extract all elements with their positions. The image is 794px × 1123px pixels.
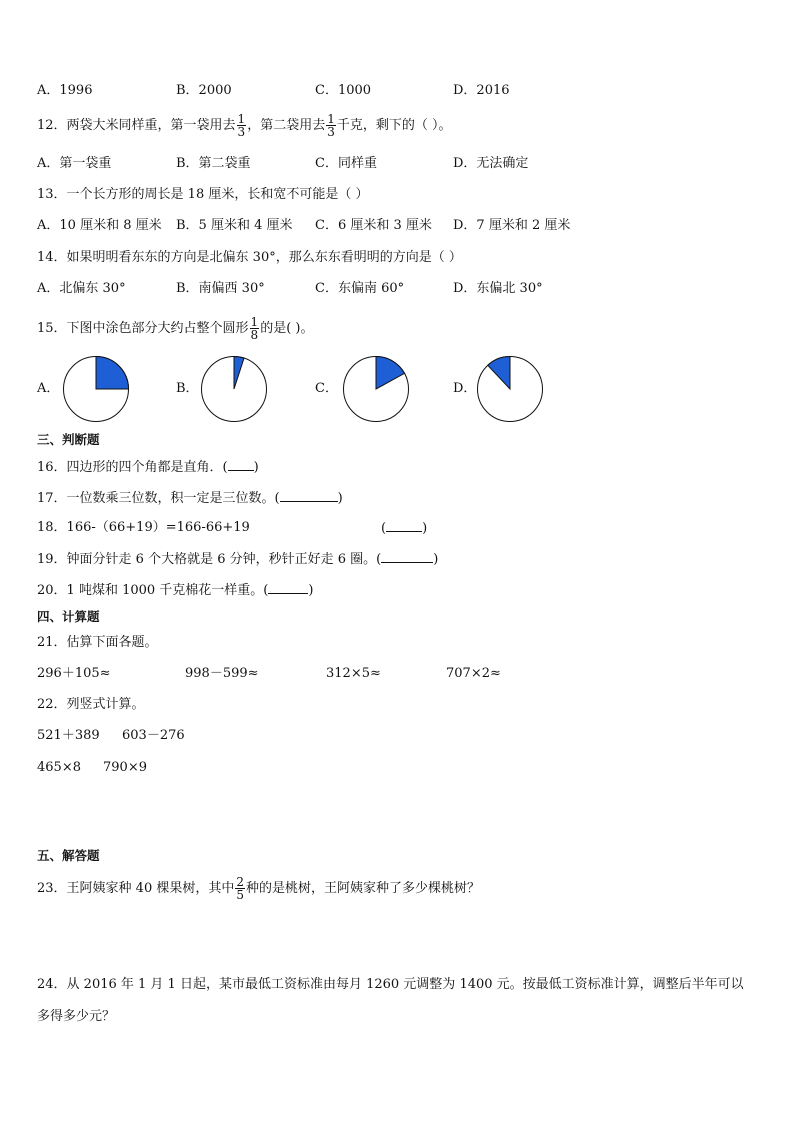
q19-answer-blank[interactable] [381,550,433,563]
q12-text-post: 千克，剩下的（ ）。 [336,118,452,133]
section-4-title: 四、计算题 [37,609,100,624]
q12-text-mid: ，第二袋用去 [247,118,326,133]
q12-frac2-den: 3 [327,125,335,139]
q16-text: 16．四边形的四个角都是直角．( [37,460,228,475]
q15-option-c-label[interactable]: C． [315,381,338,396]
q17-question [37,489,343,508]
q20-question [37,581,313,600]
q12-option-c[interactable]: C．同样重 [315,156,377,171]
q15-option-b-pie[interactable] [200,355,268,423]
q19-text: 19．钟面分针走 6 个大格就是 6 分钟，秒针正好走 6 圈。( [37,552,382,567]
q18-question: 18．166-（66+19）=166-66+19 [37,520,250,535]
q18-close-paren: ) [422,521,428,536]
q17-text: 17．一位数乘三位数，积一定是三位数。( [37,491,280,506]
q12-frac1-num: 1 [237,112,246,126]
q22-item-4: 790×9 [103,760,147,775]
q20-text: 20．1 吨煤和 1000 千克棉花一样重。( [37,583,269,598]
q14-option-c[interactable]: C．东偏南 60° [315,281,405,296]
q17-answer-blank[interactable] [280,489,338,502]
q11-option-b[interactable]: B．2000 [176,83,232,98]
q15-frac-num: 1 [250,315,259,329]
q11-option-a[interactable]: A．1996 [37,83,93,98]
q12-fraction-1 [237,113,247,138]
q12-fraction-2 [326,113,336,138]
q13-option-c[interactable]: C．6 厘米和 3 厘米 [315,218,432,233]
q21-item-3: 312×5≈ [326,666,381,681]
q15-pie-a-slice [96,357,129,390]
q15-option-c-pie[interactable] [342,355,410,423]
q20-close-paren: ) [308,583,314,598]
q21-item-2: 998－599≈ [185,666,259,681]
q20-answer-blank[interactable] [268,581,308,594]
q12-text-pre: 12．两袋大米同样重，第一袋用去 [37,118,236,133]
q12-option-b[interactable]: B．第二袋重 [176,156,251,171]
q16-question [37,458,259,477]
q17-close-paren: ) [337,491,343,506]
q19-question [37,550,438,569]
q14-option-b[interactable]: B．南偏西 30° [176,281,265,296]
q15-text-post: 的是( )。 [260,321,314,336]
q21-question: 21．估算下面各题。 [37,635,158,650]
q16-answer-blank[interactable] [228,458,254,471]
q19-close-paren: ) [433,552,439,567]
q22-item-1: 521＋389 [37,728,100,743]
q12-question [37,113,451,138]
q22-question: 22．列竖式计算。 [37,697,145,712]
q15-option-d-label[interactable]: D． [453,381,477,396]
q15-text-pre: 15．下图中涂色部分大约占整个圆形 [37,321,249,336]
q24-question-line-1: 24．从 2016 年 1 月 1 日起，某市最低工资标准由每月 1260 元调整为 1400 元。按最低工资标准计算，调整后半年可以 [37,977,744,992]
q14-question: 14．如果明明看东东的方向是北偏东 30°，那么东东看明明的方向是（ ） [37,250,462,265]
q15-option-a-label[interactable]: A． [37,381,60,396]
q15-option-d-pie[interactable] [476,355,544,423]
q24-question-line-2: 多得多少元？ [37,1009,116,1024]
q13-option-a[interactable]: A．10 厘米和 8 厘米 [37,218,162,233]
q13-option-d[interactable]: D．7 厘米和 2 厘米 [453,218,571,233]
q13-option-b[interactable]: B．5 厘米和 4 厘米 [176,218,293,233]
q18-answer [381,519,427,538]
q23-frac-num: 2 [236,875,244,889]
q23-text-post: 种的是桃树，王阿姨家种了多少棵桃树？ [246,881,481,896]
q12-frac2-num: 1 [327,112,335,126]
q13-question: 13．一个长方形的周长是 18 厘米，长和宽不可能是（ ） [37,187,369,202]
q21-item-1: 296＋105≈ [37,666,111,681]
q14-option-a[interactable]: A．北偏东 30° [37,281,126,296]
q18-answer-blank[interactable] [386,519,422,532]
q22-item-3: 465×8 [37,760,81,775]
section-5-title: 五、解答题 [37,848,100,863]
q12-frac1-den: 3 [237,125,246,139]
q12-option-a[interactable]: A．第一袋重 [37,156,112,171]
q15-option-a-pie[interactable] [62,355,130,423]
q15-fraction [250,316,260,341]
q15-question [37,316,313,341]
q23-fraction [235,876,245,901]
q23-frac-den: 5 [236,888,244,902]
q14-option-d[interactable]: D．东偏北 30° [453,281,543,296]
q16-close-paren: ) [253,460,259,475]
q22-item-2: 603－276 [122,728,185,743]
q23-text-pre: 23．王阿姨家种 40 棵果树，其中 [37,881,235,896]
q23-question [37,876,480,901]
q15-option-b-label[interactable]: B． [176,381,199,396]
q11-option-c[interactable]: C．1000 [315,83,372,98]
q21-item-4: 707×2≈ [446,666,501,681]
section-3-title: 三、判断题 [37,432,100,447]
q11-option-d[interactable]: D．2016 [453,83,510,98]
q18-open-paren: ( [381,521,387,536]
q15-frac-den: 8 [250,328,259,342]
q12-option-d[interactable]: D．无法确定 [453,156,529,171]
